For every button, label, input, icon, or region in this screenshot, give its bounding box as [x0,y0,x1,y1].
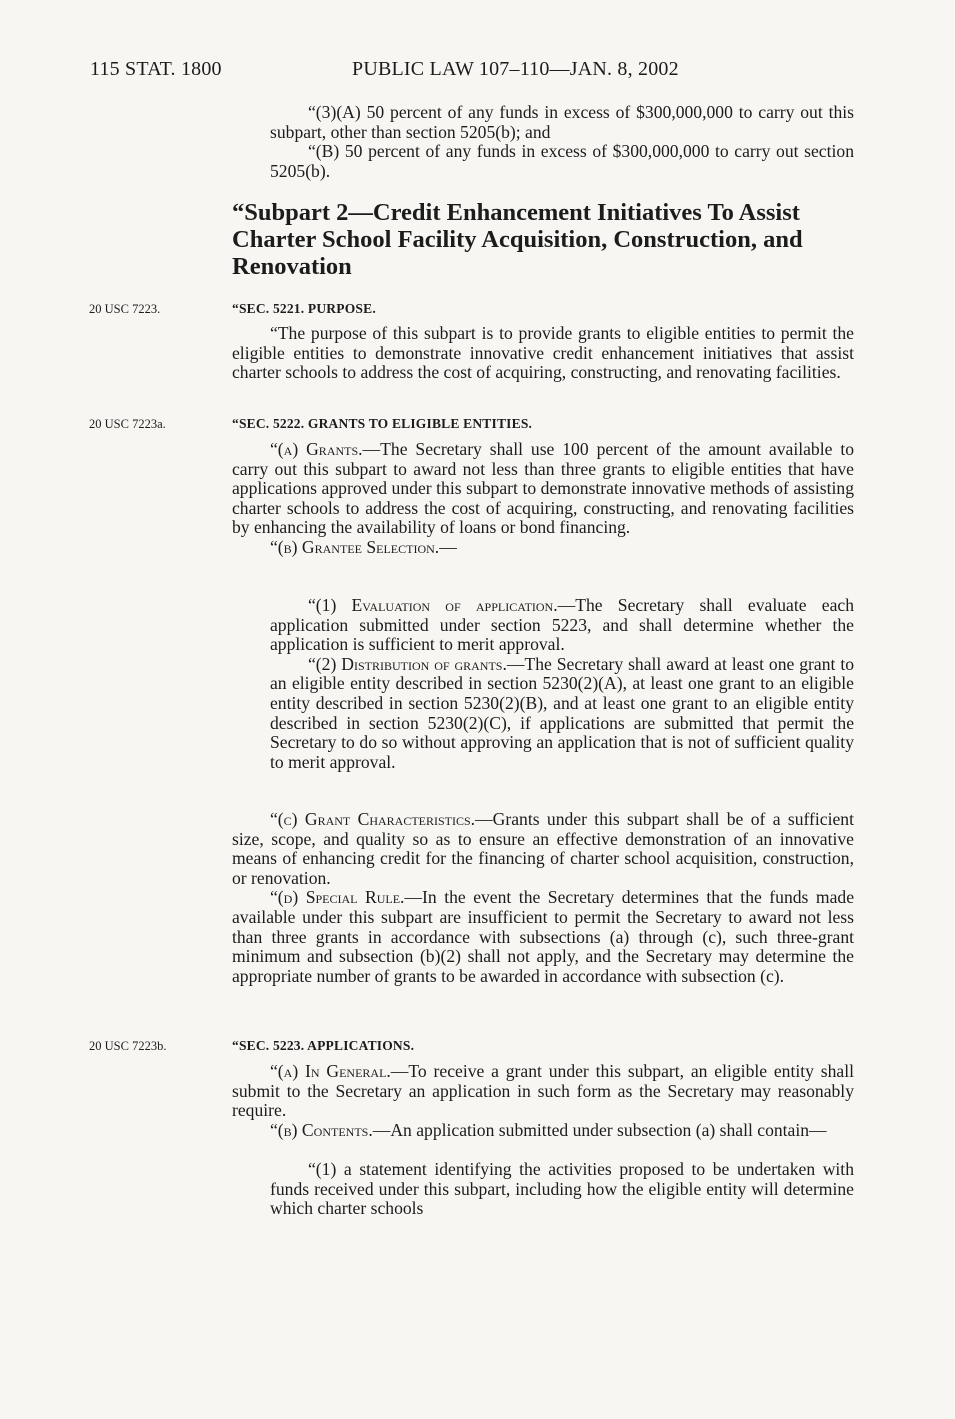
margin-note-7223b: 20 USC 7223b. [89,1039,167,1053]
section-5221-text: “The purpose of this subpart is to provide grants to eligible entities to permit the eligible entities to demonstrate innovative credit enhancement initiatives that assist charter schools to address the cost of acquiring, constructing, and renovating facilities. [232,323,854,383]
paragraph-b1 [270,596,854,655]
paragraph-b2-text: The Secretary shall award at least one grant to an eligible entity described in section 5230(2)(A), at least one grant to an eligible entity described in section 5230(2)(B), and at least one grant to an eligible entity described in section 5230(2)(C), if applications are submitted that permit the Secretary to do so without approving an application that is not of sufficient quality to merit approval. [270,653,854,772]
paragraph-b2 [270,655,854,773]
margin-note-7223: 20 USC 7223. [89,302,161,316]
paragraph-b2-label: “(2) Distribution of grants.— [308,653,525,674]
section-5221-body [232,324,854,383]
subsection-c [232,810,854,888]
section-5222-heading: “SEC. 5222. GRANTS TO ELIGIBLE ENTITIES. [232,416,533,431]
section-5221-heading: “SEC. 5221. PURPOSE. [232,301,376,316]
subsection-d-text: In the event the Secretary determines that the funds made available under this subpart are insufficient to permit the Secretary to award not less than three grants in accordance with subsections (a) through (c), such three-grant minimum and subsection (b)(2) shall not apply, and the Secretary may determine the appropriate number of grants to be awarded in accordance with subsection (c). [232,887,855,986]
section-5223-a-label: “(a) In General.— [270,1061,409,1081]
subsection-c-label: “(c) Grant Characteristics.— [270,809,493,829]
paragraph-3b: “(B) 50 percent of any funds in excess of $300,000,000 to carry out section 5205(b). [270,141,854,181]
section-5223-subsection-b [232,1121,854,1141]
margin-note-7223a: 20 USC 7223a. [89,417,166,431]
paragraph-3a: “(3)(A) 50 percent of any funds in excess of $300,000,000 to carry out this subpart, other than section 5205(b); and [270,102,854,142]
subsection-b-paragraphs [270,596,854,772]
section-5223-subsection-a [232,1062,854,1121]
section-5223-b-label: “(b) Contents.— [270,1119,391,1140]
paragraph-b1-text: The Secretary shall evaluate each application submitted under section 5223, and shall determine whether the application is sufficient to merit approval. [270,595,854,655]
section-5223-b-text: An application submitted under subsection (a) shall contain— [390,1119,827,1140]
section-5222-body [232,440,854,558]
public-law-title: PUBLIC LAW 107–110—JAN. 8, 2002 [352,58,679,80]
section-5223-paragraph-b1: “(1) a statement identifying the activities proposed to be undertaken with funds received under this subpart, including how the eligible entity will determine which charter schools [270,1159,854,1219]
subsection-a-label: “(a) Grants.— [270,439,381,459]
section-5223-heading: “SEC. 5223. APPLICATIONS. [232,1038,415,1053]
subpart-heading: “Subpart 2—Credit Enhancement Initiatives To Assist Charter School Facility Acquisition, Construction, and Renovation [232,199,803,280]
subsection-b [232,538,854,558]
subsection-d [232,888,854,986]
top-paragraphs [270,103,854,181]
subsection-a-text: The Secretary shall use 100 percent of the amount available to carry out this subpart to award not less than three grants to eligible entities that have applications approved under this subpart to demonstrate innovative methods of assisting charter schools to address the cost of acquiring, constructing, and renovating facilities by enhancing the availability of loans or bond financing. [232,439,854,538]
stat-page-number: 115 STAT. 1800 [90,58,222,80]
section-5223-paragraph-b1-block [270,1160,854,1219]
subsection-d-label: “(d) Special Rule.— [270,887,423,908]
subsection-a [232,440,854,538]
paragraph-b1-label: “(1) Evaluation of application.— [308,595,576,615]
subsections-c-d [232,810,854,986]
section-5223-body [232,1062,854,1140]
subsection-b-label: “(b) Grantee Selection.— [270,536,457,557]
subsection-c-text: Grants under this subpart shall be of a sufficient size, scope, and quality so as to ensure an effective demonstration of an innovative means of enhancing credit for the financing of charter school acquisition, construction, or renovation. [232,809,854,888]
section-5223-a-text: To receive a grant under this subpart, an eligible entity shall submit to the Secretary an application in such form as the Secretary may reasonably require. [232,1061,854,1121]
